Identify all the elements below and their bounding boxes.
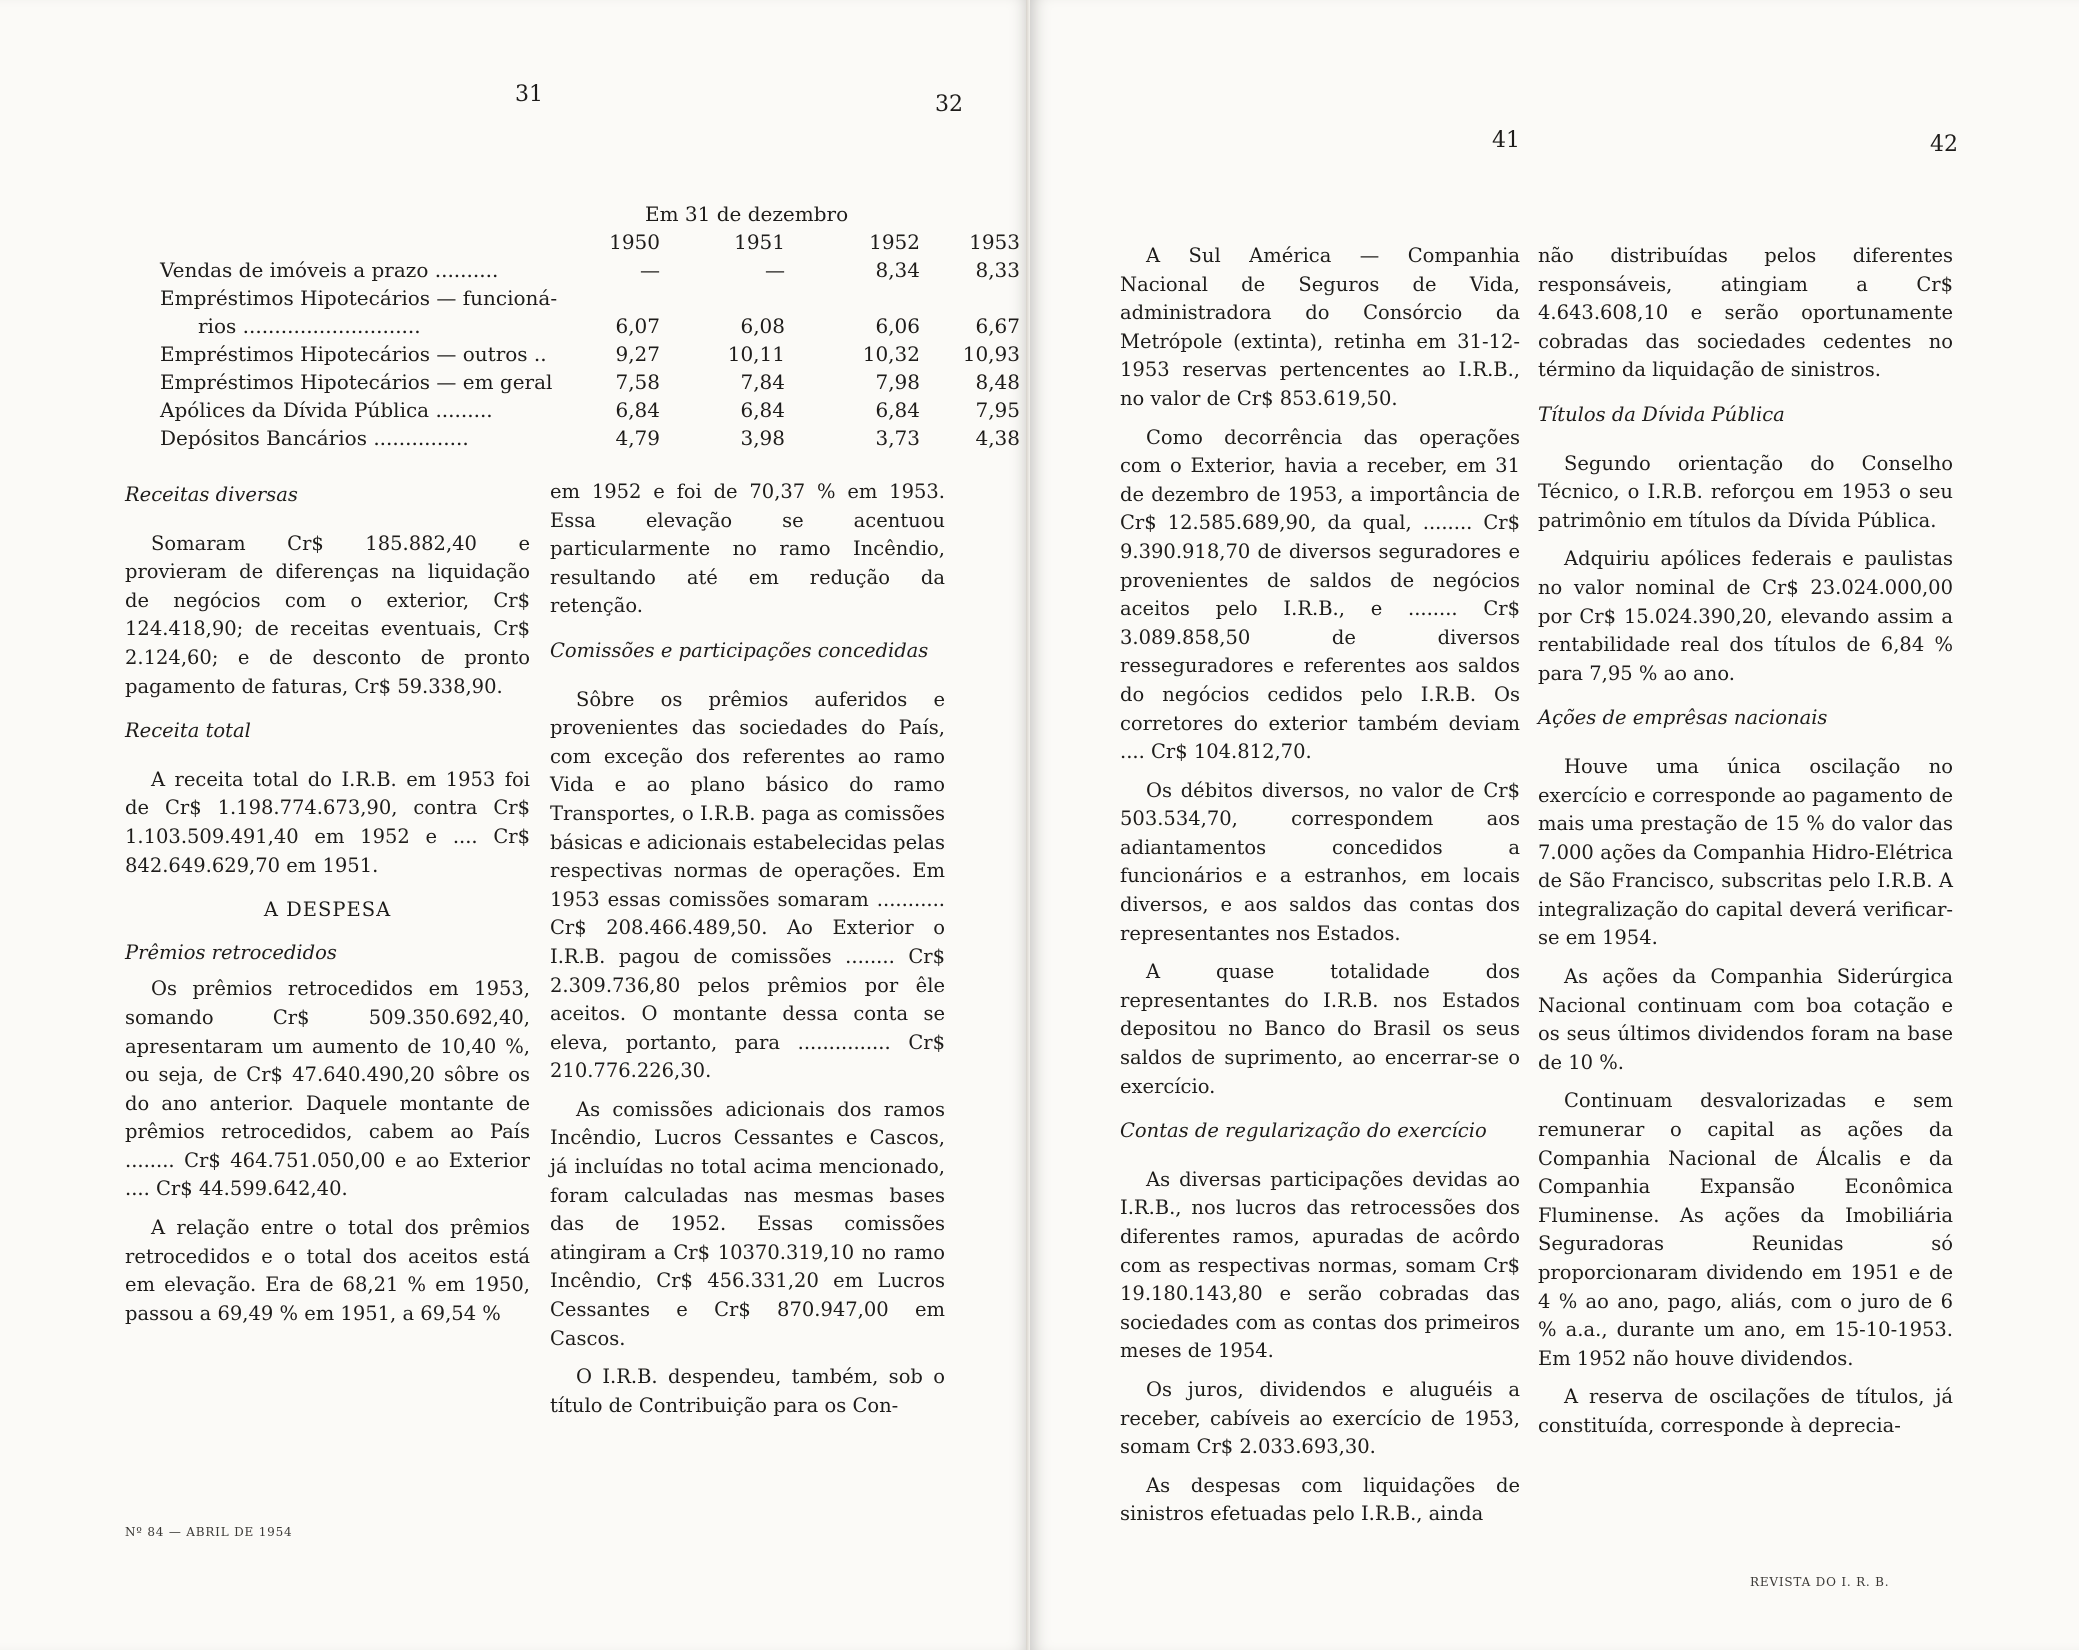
table-cell: 7,98 — [875, 370, 920, 394]
table-cell: — — [640, 258, 660, 282]
paragraph: O I.R.B. despendeu, também, sob o título de Contribuição para os Con- — [550, 1365, 945, 1417]
paragraph: Os juros, dividendos e aluguéis a receber, cabíveis ao exercício de 1953, somam Cr$ 2.033.693,30. — [1120, 1377, 1520, 1459]
table-cell: 8,48 — [975, 370, 1020, 394]
table-cell: 6,84 — [875, 398, 920, 422]
table-row — [160, 286, 980, 314]
table-row-label: Apólices da Dívida Pública ......... — [160, 398, 493, 422]
paragraph: As ações da Companhia Siderúrgica Nacional continuam com boa cotação e os seus últimos dividendos foram na base de 10 %. — [1538, 965, 1953, 1074]
table-cell: 6,08 — [740, 314, 785, 338]
table-cell: — — [765, 258, 785, 282]
left-column-1 — [125, 465, 530, 1338]
table-cell: 7,84 — [740, 370, 785, 394]
heading-premios-retrocedidos: Prêmios retrocedidos — [125, 940, 337, 964]
table-cell: 8,34 — [875, 258, 920, 282]
right-column-1 — [1120, 242, 1520, 1539]
table-cell: 7,95 — [975, 398, 1020, 422]
paragraph: em 1952 e foi de 70,37 % em 1953. Essa elevação se acentuou particularmente no ramo Incêndio, resultando até em redução da retenção. — [550, 480, 945, 618]
page-number-31: 31 — [515, 82, 543, 107]
page-number-41: 41 — [1492, 128, 1520, 153]
paragraph: A quase totalidade dos representantes do I.R.B. nos Estados depositou no Banco do Brasil os seus saldos de suprimento, ao encerrar-se o exercício. — [1120, 960, 1520, 1098]
table-cell: 3,98 — [740, 426, 785, 450]
table-cell: 4,79 — [615, 426, 660, 450]
left-column-2 — [550, 478, 945, 1430]
table-cell: 6,84 — [615, 398, 660, 422]
year-col-1952: 1952 — [869, 230, 920, 254]
paragraph: A receita total do I.R.B. em 1953 foi de Cr$ 1.198.774.673,90, contra Cr$ 1.103.509.491,40 em 1952 e .... Cr$ 842.649.629,70 em 1951. — [125, 767, 530, 877]
table-cell: 4,38 — [975, 426, 1020, 450]
heading-comissoes: Comissões e participações concedidas — [550, 638, 929, 662]
table-cell: 6,07 — [615, 314, 660, 338]
table-cell: 7,58 — [615, 370, 660, 394]
paragraph: Os débitos diversos, no valor de Cr$ 503.534,70, correspondem aos adiantamentos concedidos a funcionários e a estranhos, em locais diversos, e aos saldos das contas dos representantes nos Estados. — [1120, 778, 1520, 945]
table-cell: 10,11 — [727, 342, 785, 366]
year-col-1953: 1953 — [969, 230, 1020, 254]
left-page — [0, 0, 1030, 1650]
paragraph: As despesas com liquidações de sinistros efetuadas pelo I.R.B., ainda — [1120, 1473, 1520, 1526]
paragraph: Adquiriu apólices federais e paulistas no valor nominal de Cr$ 23.024.000,00 por Cr$ 15.024.390,20, elevando assim a rentabilidade real dos títulos de 6,84 % para 7,95 % ao ano. — [1538, 547, 1953, 685]
paragraph: Somaram Cr$ 185.882,40 e provieram de diferenças na liquidação de negócios com o exterior, Cr$ 124.418,90; de receitas eventuais, Cr$ 2.124,60; e de desconto de pronto pagamento de faturas, Cr$ 59.338,90. — [125, 531, 530, 698]
table-row-label: Empréstimos Hipotecários — funcioná- — [160, 286, 558, 310]
paragraph: não distribuídas pelos diferentes responsáveis, atingiam a Cr$ 4.643.608,10 e serão oportunamente cobradas das sociedades cedentes no término da liquidação de sinistros. — [1538, 244, 1953, 382]
paragraph: Os prêmios retrocedidos em 1953, somando Cr$ 509.350.692,40, apresentaram um aumento de 10,40 %, ou seja, de Cr$ 47.640.490,20 sôbre os do ano anterior. Daquele montante de prêmios retrocedidos, cabem ao País ........ Cr$ 464.751.050,00 e ao Exterior .... Cr$ 44.599.642,40. — [125, 977, 530, 1201]
table-row-label: Depósitos Bancários ............... — [160, 426, 469, 450]
heading-receitas-diversas: Receitas diversas — [125, 483, 298, 506]
paragraph: As diversas participações devidas ao I.R.B., nos lucros das retrocessões dos diferentes ramos, apuradas de acôrdo com as respectivas normas, somam Cr$ 19.180.143,80 e serão cobradas das sociedades com as contas dos primeiros meses de 1954. — [1120, 1167, 1520, 1363]
table-cell: 3,73 — [875, 426, 920, 450]
table-cell: 8,33 — [975, 258, 1020, 282]
page-number-42: 42 — [1930, 132, 1958, 157]
table-row — [160, 426, 1020, 454]
paragraph: Segundo orientação do Conselho Técnico, o I.R.B. reforçou em 1953 o seu patrimônio em títulos da Dívida Pública. — [1538, 451, 1953, 532]
paragraph: A reserva de oscilações de títulos, já constituída, corresponde à deprecia- — [1538, 1385, 1953, 1437]
paragraph: As comissões adicionais dos ramos Incêndio, Lucros Cessantes e Cascos, já incluídas no total acima mencionado, foram calculadas nas mesmas bases das de 1952. Essas comissões atingiram a Cr$ 10370.319,10 no ramo Incêndio, Cr$ 456.331,20 em Lucros Cessantes e Cr$ 870.947,00 em Cascos. — [550, 1097, 945, 1350]
heading-a-despesa: A DESPESA — [263, 898, 392, 922]
paragraph: Sôbre os prêmios auferidos e provenientes das sociedades do País, com exceção dos referentes ao ramo Vida e ao plano básico do ramo Transportes, o I.R.B. paga as comissões básicas e adicionais estabelecidas pelas respectivas normas de operações. Em 1953 essas comissões somaram ........... Cr$ 208.466.489,50. Ao Exterior o I.R.B. pagou de comissões ........ Cr$ 2.309.736,80 pelos prêmios por êle aceitos. O montante dessa conta se eleva, portanto, para ............... Cr$ 210.776.226,30. — [550, 687, 945, 1083]
paragraph: A relação entre o total dos prêmios retrocedidos e o total dos aceitos está em elevação. Era de 68,21 % em 1950, passou a 69,49 % em 1951, a 69,54 % — [125, 1216, 530, 1325]
heading-contas-regularizacao: Contas de regularização do exercício — [1120, 1119, 1487, 1143]
page-number-32: 32 — [935, 92, 963, 117]
right-column-2 — [1538, 242, 1953, 1451]
paragraph: Como decorrência das operações com o Exterior, havia a receber, em 31 de dezembro de 1953, a importância de Cr$ 12.585.689,90, da qual, ........ Cr$ 9.390.918,70 de diversos seguradores e provenientes de saldos de negócios aceitos pelo I.R.B., e ........ Cr$ 3.089.858,50 de diversos resseguradores e referentes aos saldos do negócios cedidos pelo I.R.B. Os corretores do exterior também deviam .... Cr$ 104.812,70. — [1120, 425, 1520, 764]
table-row-label: Vendas de imóveis a prazo .......... — [160, 258, 499, 282]
table-row — [160, 258, 1020, 286]
year-col-1950: 1950 — [609, 230, 660, 254]
table-cell: 10,93 — [962, 342, 1020, 366]
table-row — [160, 370, 1020, 398]
table-row — [160, 314, 1020, 342]
paragraph: Houve uma única oscilação no exercício e corresponde ao pagamento de mais uma prestação de 15 % do valor das 7.000 ações da Companhia Hidro-Elétrica de São Francisco, subscritas pelo I.R.B. A integralização do capital deverá verificar-se em 1954. — [1538, 754, 1953, 950]
table-header-row — [160, 230, 1020, 258]
paragraph: Continuam desvalorizadas e sem remunerar o capital as ações da Companhia Nacional de Álcalis e da Companhia Expansão Econômica Fluminense. As ações da Imobiliária Seguradoras Reunidas só proporcionaram dividendo em 1951 e de 4 % ao ano, pago, aliás, com o juro de 6 % a.a., durante um ano, em 15-10-1953. Em 1952 não houve dividendos. — [1538, 1089, 1953, 1370]
table-cell: 10,32 — [862, 342, 920, 366]
paragraph: A Sul América — Companhia Nacional de Seguros de Vida, administradora do Consórcio da Metrópole (extinta), retinha em 31-12-1953 reservas pertencentes ao I.R.B., no valor de Cr$ 853.619,50. — [1120, 244, 1520, 410]
table-row-label: Empréstimos Hipotecários — em geral — [160, 370, 553, 394]
table-cell: 6,67 — [975, 314, 1020, 338]
heading-receita-total: Receita total — [125, 719, 251, 743]
table-caption: Em 31 de dezembro — [645, 202, 849, 226]
year-col-1951: 1951 — [734, 230, 785, 254]
table-row — [160, 398, 1020, 426]
right-page — [1030, 0, 2079, 1650]
table-row-label: rios ............................ — [198, 314, 421, 338]
table-cell: 6,84 — [740, 398, 785, 422]
table-cell: 6,06 — [875, 314, 920, 338]
heading-titulos: Títulos da Dívida Pública — [1538, 402, 1785, 426]
left-footer: Nº 84 — ABRIL DE 1954 — [125, 1525, 293, 1539]
heading-acoes: Ações de emprêsas nacionais — [1538, 706, 1828, 730]
table-row-label: Empréstimos Hipotecários — outros .. — [160, 342, 547, 366]
table-row — [160, 342, 1020, 370]
table-cell: 9,27 — [615, 342, 660, 366]
right-footer: REVISTA DO I. R. B. — [1750, 1575, 1890, 1589]
